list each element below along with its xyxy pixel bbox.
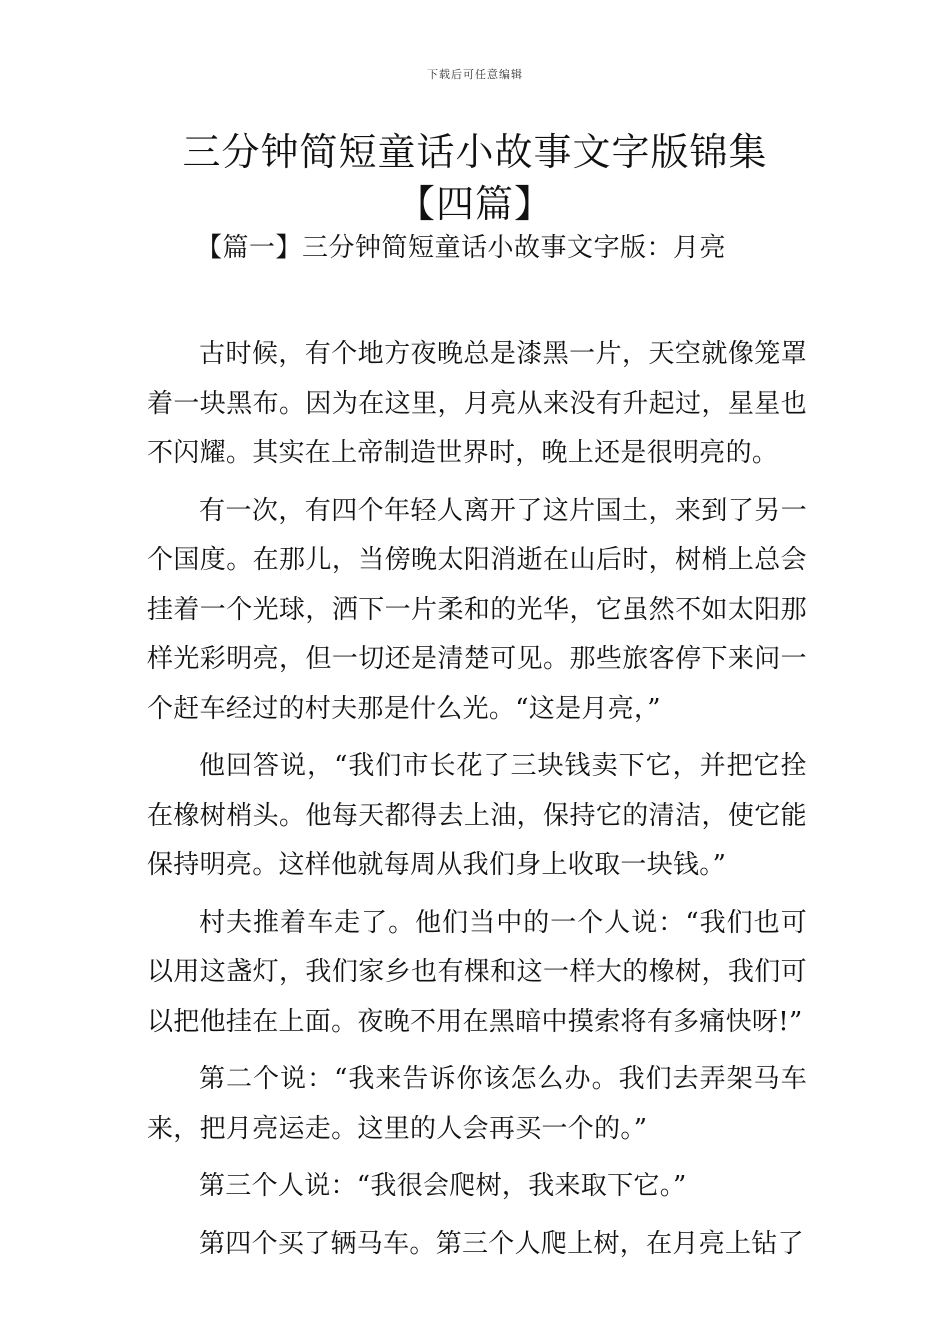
story-body (147, 330, 807, 1277)
paragraph-1: 古时候，有个地方夜晚总是漆黑一片，天空就像笼罩着一块黑布。因为在这里，月亮从来没有升起过，星星也不闪耀。其实在上帝制造世界时，晚上还是很明亮的。 (147, 339, 807, 468)
section-subtitle: 【篇一】三分钟简短童话小故事文字版：月亮 (196, 233, 727, 263)
paragraph-3: 他回答说，“我们市长花了三块钱卖下它，并把它拴在橡树梢头。他每天都得去上油，保持它的清洁，使它能保持明亮。这样他就每周从我们身上收取一块钱。” (147, 751, 807, 880)
header-note: 下载后可任意编辑 (427, 68, 523, 81)
paragraph-4: 村夫推着车走了。他们当中的一个人说：“我们也可以用这盏灯，我们家乡也有棵和这一样大的橡树，我们可以把他挂在上面。夜晚不用在黑暗中摸索将有多痛快呀!” (147, 907, 807, 1037)
paragraph-6: 第三个人说：“我很会爬树，我来取下它。” (199, 1171, 687, 1201)
document-title: 三分钟简短童话小故事文字版锦集【四篇】 (182, 130, 768, 226)
paragraph-7: 第四个买了辆马车。第三个人爬上树，在月亮上钻了 (199, 1228, 804, 1259)
paragraph-2: 有一次，有四个年轻人离开了这片国土，来到了另一个国度。在那儿，当傍晚太阳消逝在山后时，树梢上总会挂着一个光球，洒下一片柔和的光华，它虽然不如太阳那样光彩明亮，但一切还是清楚可见。那些旅客停下来问一个赶车经过的村夫那是什么光。“这是月亮，” (147, 495, 807, 724)
paragraph-5: 第二个说：“我来告诉你该怎么办。我们去弄架马车来，把月亮运走。这里的人会再买一个的。” (147, 1064, 807, 1144)
